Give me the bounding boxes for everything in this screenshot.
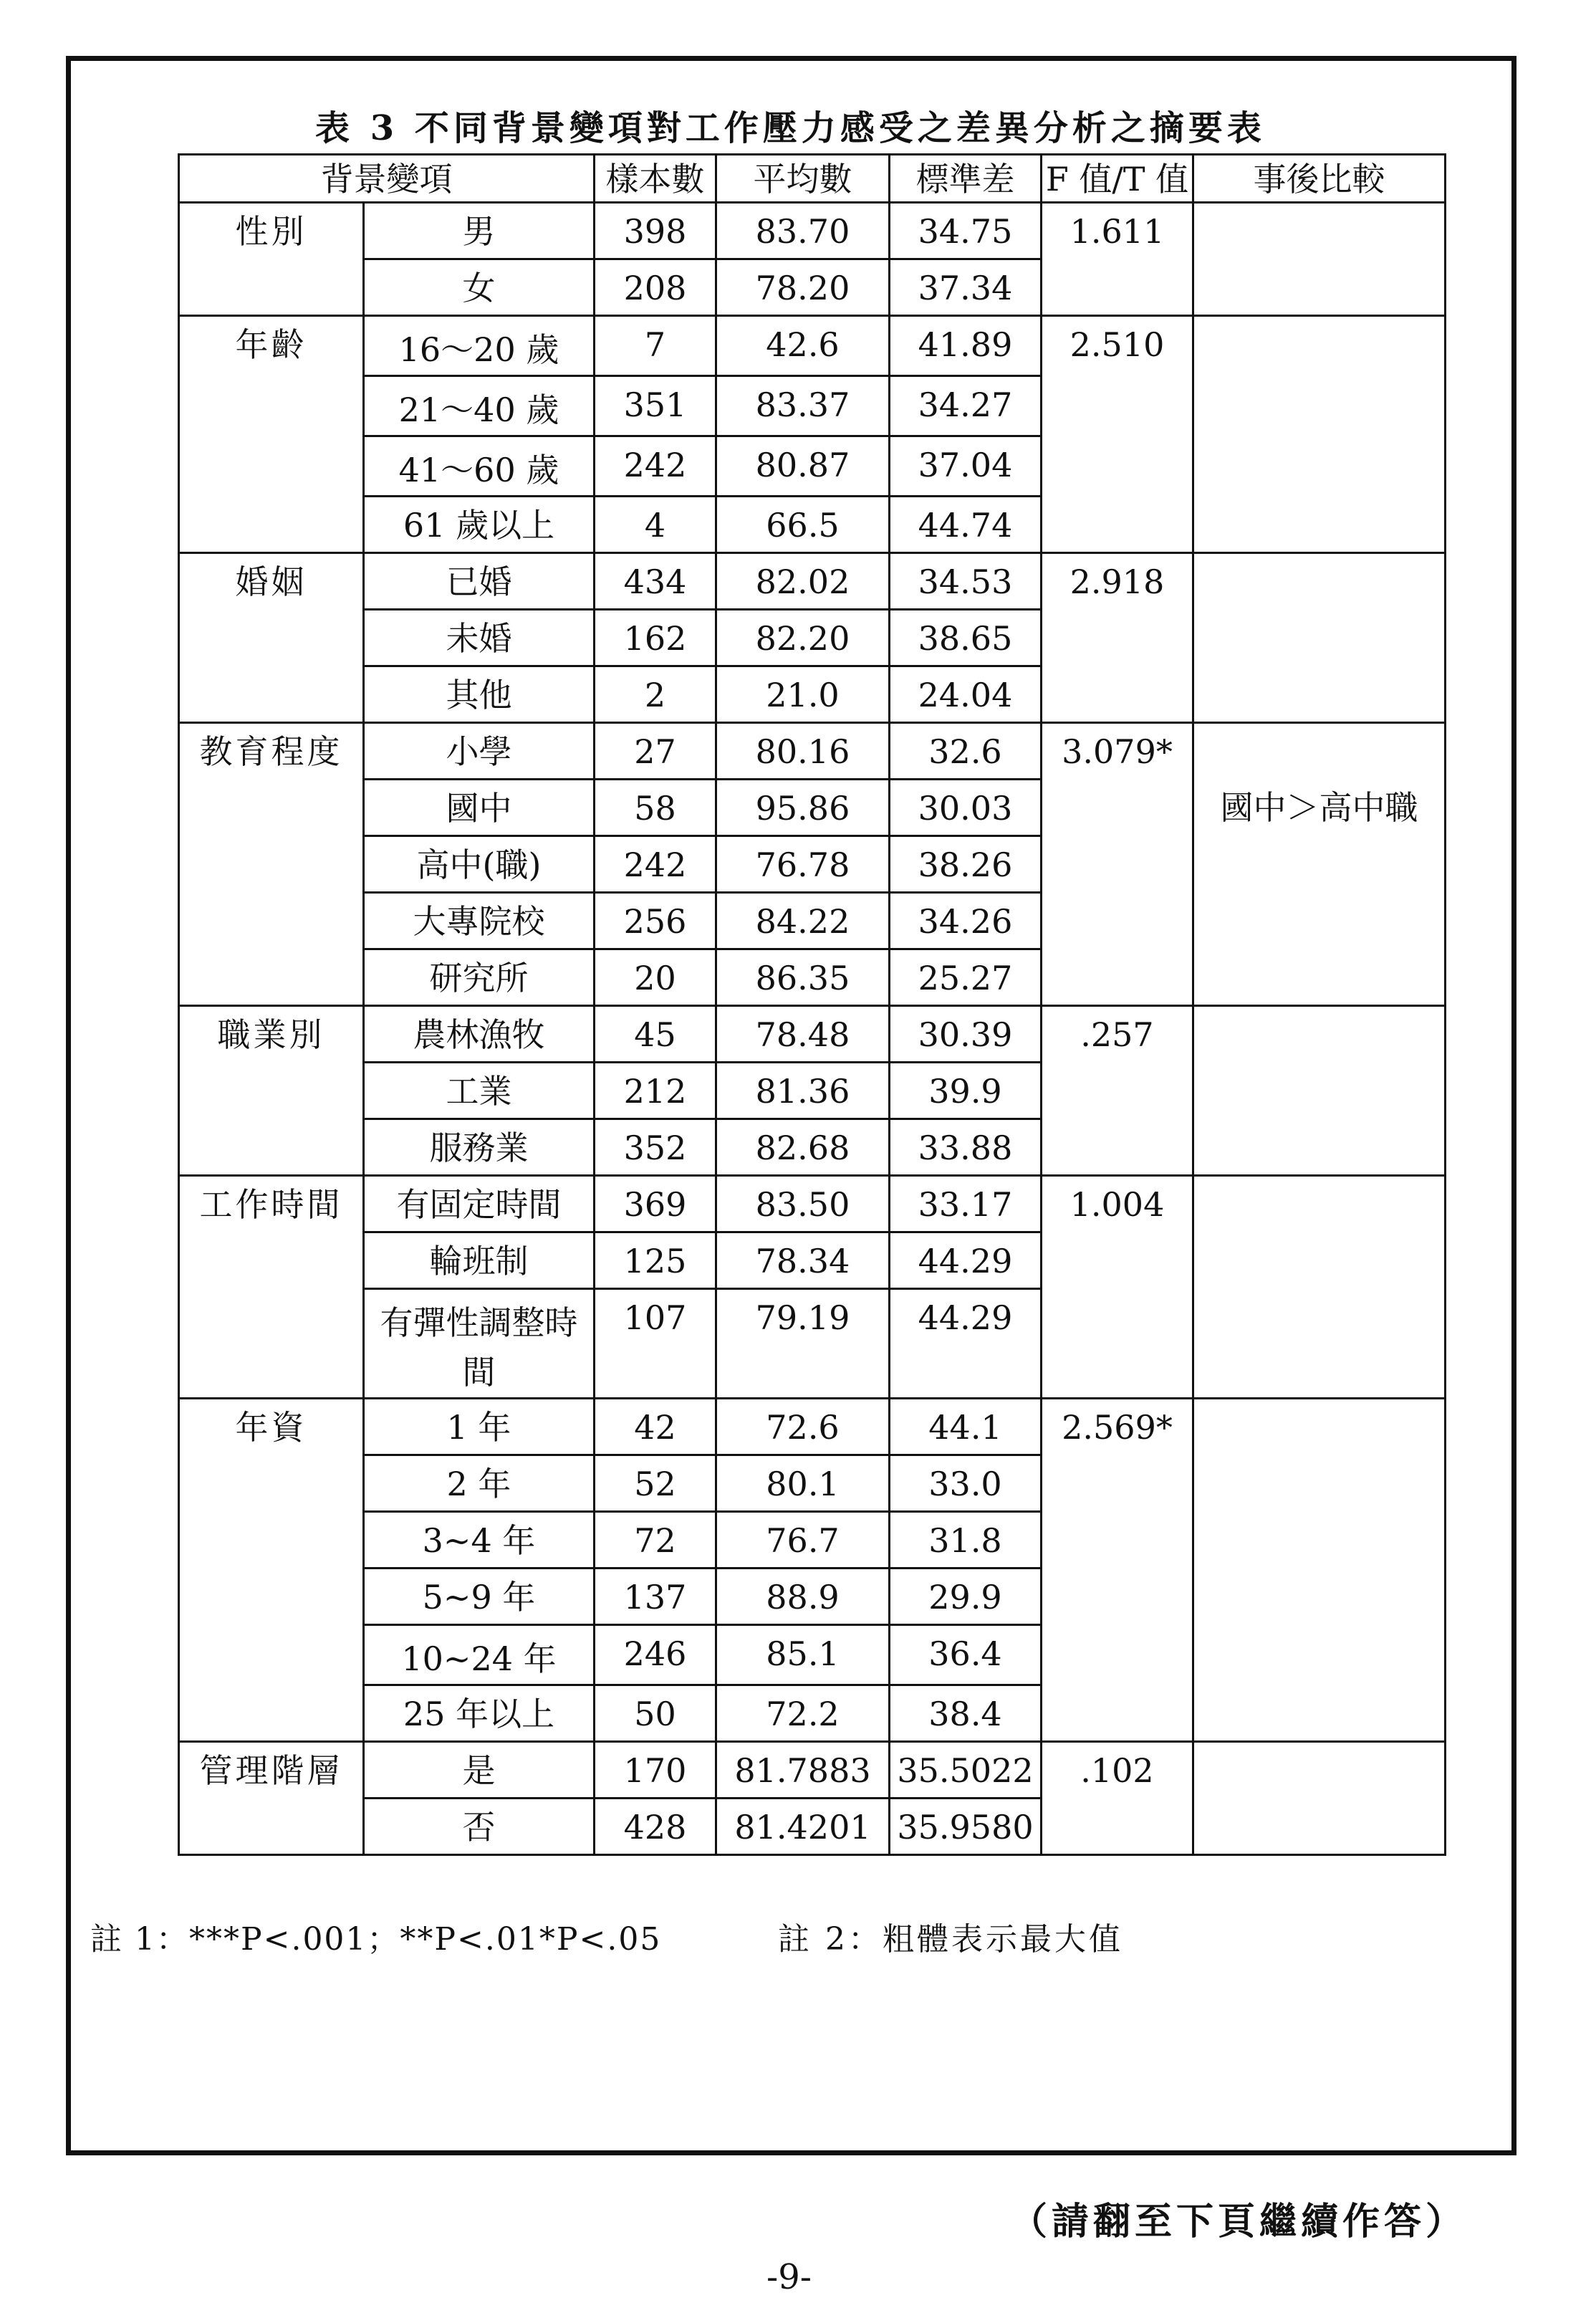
f-t-value: .102 [1042,1742,1193,1855]
sample-size: 398 [595,203,716,259]
header-mean: 平均數 [716,155,890,203]
posthoc-comparison [1193,203,1446,316]
mean-value: 78.34 [716,1232,890,1289]
row-label: 小學 [364,723,595,780]
sd-value: 44.29 [890,1232,1042,1289]
table-body [179,203,1446,1855]
mean-value: 95.86 [716,780,890,836]
group-name: 管理階層 [179,1742,364,1855]
table-row [179,1176,1446,1232]
table-row [179,1006,1446,1063]
sample-size: 72 [595,1512,716,1569]
sample-size: 50 [595,1685,716,1742]
sample-size: 242 [595,836,716,893]
sd-value: 37.04 [890,436,1042,497]
row-label: 1 年 [364,1399,595,1455]
sample-size: 369 [595,1176,716,1232]
sample-size: 434 [595,553,716,610]
row-label: 其他 [364,666,595,723]
mean-value: 84.22 [716,893,890,949]
sd-value: 34.27 [890,376,1042,436]
sd-value: 37.34 [890,259,1042,316]
group-name: 性別 [179,203,364,316]
mean-value: 80.16 [716,723,890,780]
mean-value: 72.2 [716,1685,890,1742]
sample-size: 170 [595,1742,716,1799]
sample-size: 107 [595,1289,716,1399]
mean-value: 85.1 [716,1625,890,1685]
group-name: 年資 [179,1399,364,1742]
posthoc-comparison [1193,1742,1446,1855]
mean-value: 82.02 [716,553,890,610]
sd-value: 32.6 [890,723,1042,780]
f-t-value: .257 [1042,1006,1193,1176]
sample-size: 42 [595,1399,716,1455]
mean-value: 76.78 [716,836,890,893]
row-label: 農林漁牧 [364,1006,595,1063]
mean-value: 21.0 [716,666,890,723]
row-label: 61 歲以上 [364,497,595,553]
row-label: 有固定時間 [364,1176,595,1232]
group-name: 年齡 [179,316,364,553]
sd-value: 35.9580 [890,1799,1042,1855]
sample-size: 351 [595,376,716,436]
f-t-value: 2.510 [1042,316,1193,553]
row-label: 輪班制 [364,1232,595,1289]
sample-size: 352 [595,1119,716,1176]
table-title: 表 3 不同背景變項對工作壓力感受之差異分析之摘要表 [315,108,1266,148]
sd-value: 34.26 [890,893,1042,949]
row-label: 41～60 歲 [364,436,595,497]
header-row [179,155,1446,203]
sample-size: 208 [595,259,716,316]
mean-value: 76.7 [716,1512,890,1569]
header-posthoc: 事後比較 [1193,155,1446,203]
row-label: 服務業 [364,1119,595,1176]
sd-value: 33.0 [890,1455,1042,1512]
header-ft: F 值/T 值 [1042,155,1193,203]
posthoc-comparison [1193,1176,1446,1399]
mean-value: 83.37 [716,376,890,436]
table-row [179,723,1446,780]
sample-size: 58 [595,780,716,836]
sample-size: 242 [595,436,716,497]
posthoc-comparison [1193,1006,1446,1176]
page-number: -9- [766,2257,812,2297]
f-t-value: 2.569* [1042,1399,1193,1742]
sample-size: 20 [595,949,716,1006]
mean-value: 82.68 [716,1119,890,1176]
row-label: 已婚 [364,553,595,610]
row-label: 2 年 [364,1455,595,1512]
row-label: 否 [364,1799,595,1855]
mean-value: 78.20 [716,259,890,316]
mean-value: 80.1 [716,1455,890,1512]
row-label: 研究所 [364,949,595,1006]
group-name: 職業別 [179,1006,364,1176]
sd-value: 34.53 [890,553,1042,610]
mean-value: 83.70 [716,203,890,259]
mean-value: 81.7883 [716,1742,890,1799]
group-name: 工作時間 [179,1176,364,1399]
header-sd: 標準差 [890,155,1042,203]
sd-value: 38.26 [890,836,1042,893]
table-row [179,316,1446,376]
sample-size: 27 [595,723,716,780]
mean-value: 83.50 [716,1176,890,1232]
sample-size: 137 [595,1569,716,1625]
row-label: 25 年以上 [364,1685,595,1742]
note-significance: 註 1：***P<.001；**P<.01*P<.05 [90,1921,662,1958]
table-row [179,1742,1446,1799]
sd-value: 41.89 [890,316,1042,376]
sd-value: 38.4 [890,1685,1042,1742]
row-label: 5~9 年 [364,1569,595,1625]
row-label: 大專院校 [364,893,595,949]
row-label: 是 [364,1742,595,1799]
sample-size: 162 [595,610,716,666]
sample-size: 246 [595,1625,716,1685]
row-label: 10~24 年 [364,1625,595,1685]
sample-size: 4 [595,497,716,553]
group-name: 婚姻 [179,553,364,723]
sd-value: 33.17 [890,1176,1042,1232]
row-label: 未婚 [364,610,595,666]
sd-value: 25.27 [890,949,1042,1006]
turn-page-note: （請翻至下頁繼續作答） [1010,2200,1468,2243]
table-row [179,553,1446,610]
f-t-value: 2.918 [1042,553,1193,723]
sample-size: 212 [595,1063,716,1119]
sd-value: 30.03 [890,780,1042,836]
mean-value: 86.35 [716,949,890,1006]
row-label: 工業 [364,1063,595,1119]
posthoc-comparison [1193,316,1446,553]
mean-value: 81.4201 [716,1799,890,1855]
sample-size: 2 [595,666,716,723]
sample-size: 45 [595,1006,716,1063]
note-bold: 註 2：粗體表示最大值 [778,1921,1123,1958]
row-label: 21～40 歲 [364,376,595,436]
sd-value: 24.04 [890,666,1042,723]
mean-value: 78.48 [716,1006,890,1063]
sd-value: 36.4 [890,1625,1042,1685]
mean-value: 66.5 [716,497,890,553]
row-label: 3~4 年 [364,1512,595,1569]
mean-value: 88.9 [716,1569,890,1625]
mean-value: 80.87 [716,436,890,497]
row-label: 有彈性調整時間 [364,1289,595,1399]
sample-size: 256 [595,893,716,949]
row-label: 16～20 歲 [364,316,595,376]
mean-value: 82.20 [716,610,890,666]
mean-value: 42.6 [716,316,890,376]
row-label: 國中 [364,780,595,836]
sd-value: 34.75 [890,203,1042,259]
mean-value: 81.36 [716,1063,890,1119]
group-name: 教育程度 [179,723,364,1006]
mean-value: 79.19 [716,1289,890,1399]
posthoc-comparison [1193,553,1446,723]
f-t-value: 1.004 [1042,1176,1193,1399]
posthoc-comparison: 國中＞高中職 [1193,723,1446,1006]
posthoc-comparison [1193,1399,1446,1742]
f-t-value: 1.611 [1042,203,1193,316]
row-label: 女 [364,259,595,316]
sd-value: 44.29 [890,1289,1042,1399]
row-label: 男 [364,203,595,259]
f-t-value: 3.079* [1042,723,1193,1006]
sd-value: 35.5022 [890,1742,1042,1799]
table-row [179,203,1446,259]
sd-value: 38.65 [890,610,1042,666]
sd-value: 29.9 [890,1569,1042,1625]
sample-size: 125 [595,1232,716,1289]
header-background: 背景變項 [179,155,595,203]
sample-size: 428 [595,1799,716,1855]
sd-value: 31.8 [890,1512,1042,1569]
table-row [179,1399,1446,1455]
sd-value: 44.74 [890,497,1042,553]
sd-value: 30.39 [890,1006,1042,1063]
row-label: 高中(職) [364,836,595,893]
sd-value: 33.88 [890,1119,1042,1176]
sd-value: 44.1 [890,1399,1042,1455]
header-n: 樣本數 [595,155,716,203]
mean-value: 72.6 [716,1399,890,1455]
sample-size: 7 [595,316,716,376]
sample-size: 52 [595,1455,716,1512]
sd-value: 39.9 [890,1063,1042,1119]
summary-table [178,153,1446,1856]
